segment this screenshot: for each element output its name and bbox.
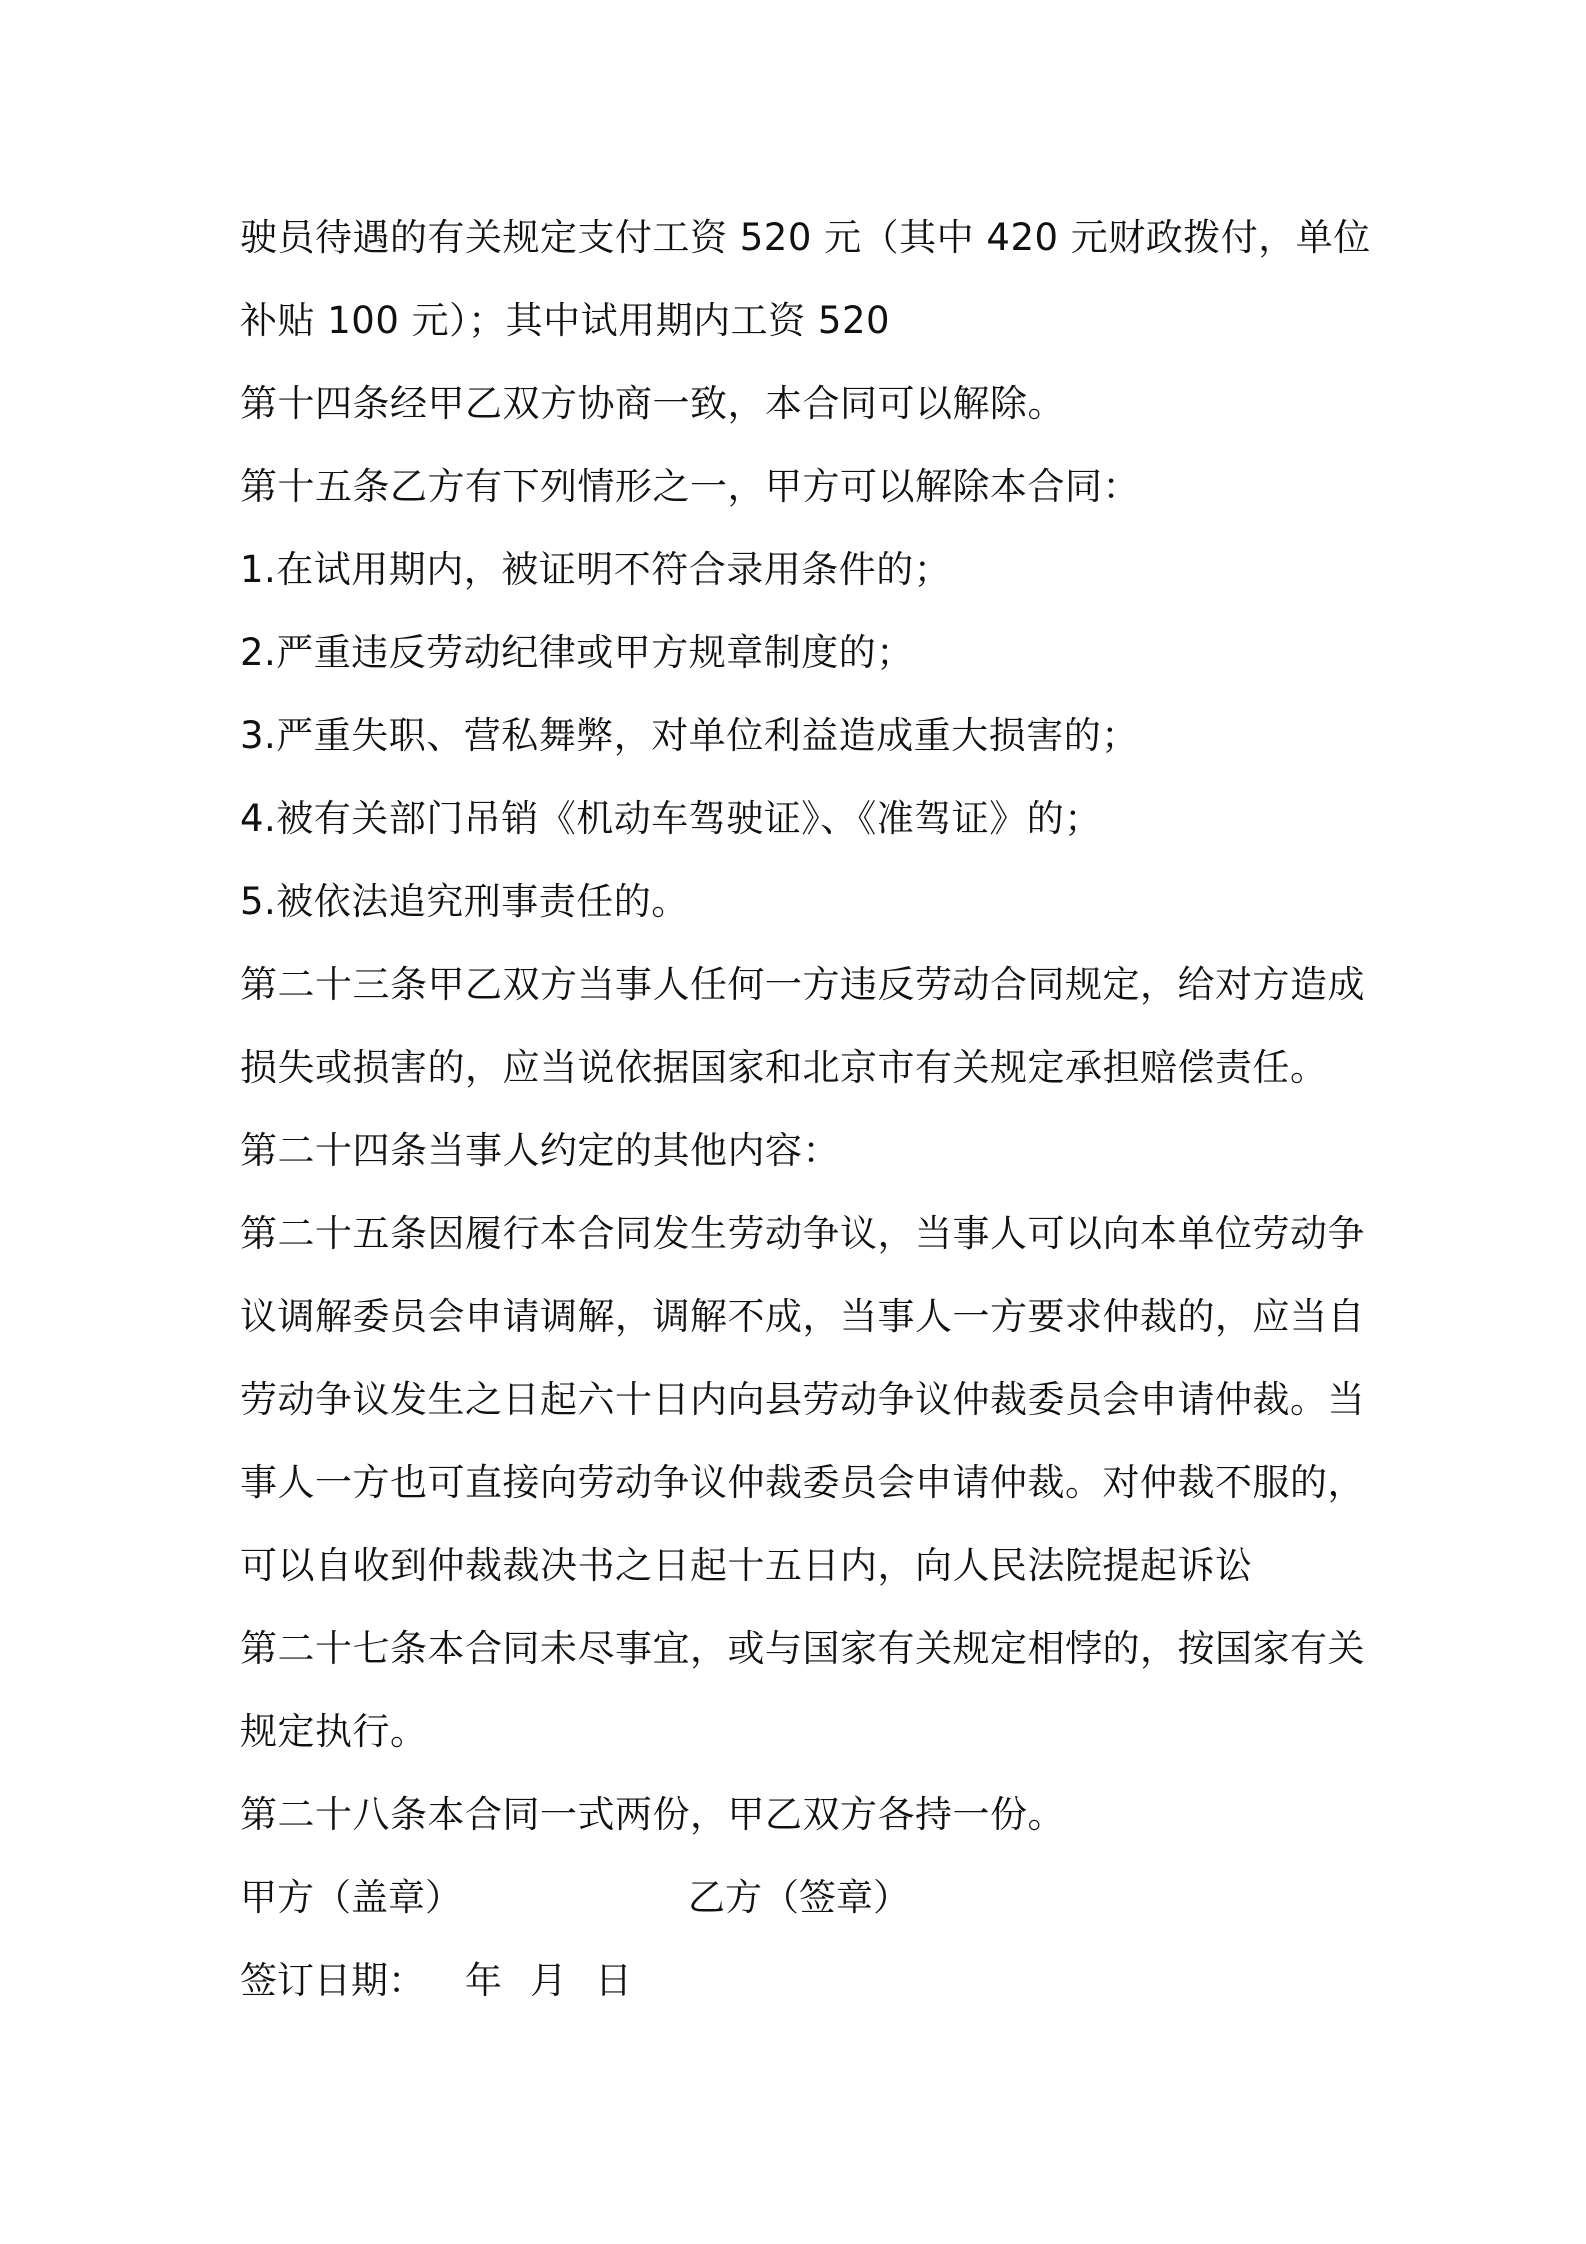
text-line: 第十五条乙方有下列情形之一，甲方可以解除本合同： bbox=[240, 465, 1140, 508]
text-line: 2.严重违反劳动纪律或甲方规章制度的； bbox=[240, 631, 914, 674]
date-day-label: 日 bbox=[595, 1959, 632, 2002]
text-line: 第二十三条甲乙双方当事人任何一方违反劳动合同规定，给对方造成 bbox=[240, 963, 1365, 1006]
party-a-seal-label: 甲方（盖章） bbox=[240, 1876, 462, 1919]
signature-row bbox=[240, 1856, 1360, 1939]
text-line: 事人一方也可直接向劳动争议仲裁委员会申请仲裁。对仲裁不服的， bbox=[240, 1461, 1365, 1504]
signing-date-label: 签订日期： bbox=[240, 1959, 425, 2002]
text-line: 4.被有关部门吊销《机动车驾驶证》、《准驾证》的； bbox=[240, 797, 1102, 840]
text-line: 第二十四条当事人约定的其他内容： bbox=[240, 1129, 840, 1172]
signing-date-row bbox=[240, 1939, 1360, 2022]
text-line: 驶员待遇的有关规定支付工资 520 元（其中 420 元财政拨付，单位 bbox=[240, 216, 1371, 259]
party-b-sign-label: 乙方（签章） bbox=[688, 1876, 910, 1919]
date-year-label: 年 bbox=[465, 1959, 502, 2002]
document-page bbox=[240, 196, 1371, 2022]
text-line: 补贴 100 元）；其中试用期内工资 520 bbox=[240, 299, 891, 342]
text-line: 1.在试用期内，被证明不符合录用条件的； bbox=[240, 548, 952, 591]
date-month-label: 月 bbox=[530, 1959, 567, 2002]
text-line: 损失或损害的，应当说依据国家和北京市有关规定承担赔偿责任。 bbox=[240, 1046, 1328, 1089]
text-line: 可以自收到仲裁裁决书之日起十五日内，向人民法院提起诉讼 bbox=[240, 1544, 1253, 1587]
text-line: 第二十七条本合同未尽事宜，或与国家有关规定相悖的，按国家有关 bbox=[240, 1627, 1365, 1670]
text-line: 第十四条经甲乙双方协商一致，本合同可以解除。 bbox=[240, 382, 1065, 425]
text-line: 议调解委员会申请调解，调解不成，当事人一方要求仲裁的，应当自 bbox=[240, 1295, 1365, 1338]
text-line: 第二十五条因履行本合同发生劳动争议，当事人可以向本单位劳动争 bbox=[240, 1212, 1365, 1255]
text-line: 劳动争议发生之日起六十日内向县劳动争议仲裁委员会申请仲裁。当 bbox=[240, 1378, 1365, 1421]
text-line: 第二十八条本合同一式两份，甲乙双方各持一份。 bbox=[240, 1793, 1065, 1836]
text-line: 5.被依法追究刑事责任的。 bbox=[240, 880, 689, 923]
text-line: 规定执行。 bbox=[240, 1710, 428, 1753]
text-line: 3.严重失职、营私舞弊，对单位利益造成重大损害的； bbox=[240, 714, 1139, 757]
